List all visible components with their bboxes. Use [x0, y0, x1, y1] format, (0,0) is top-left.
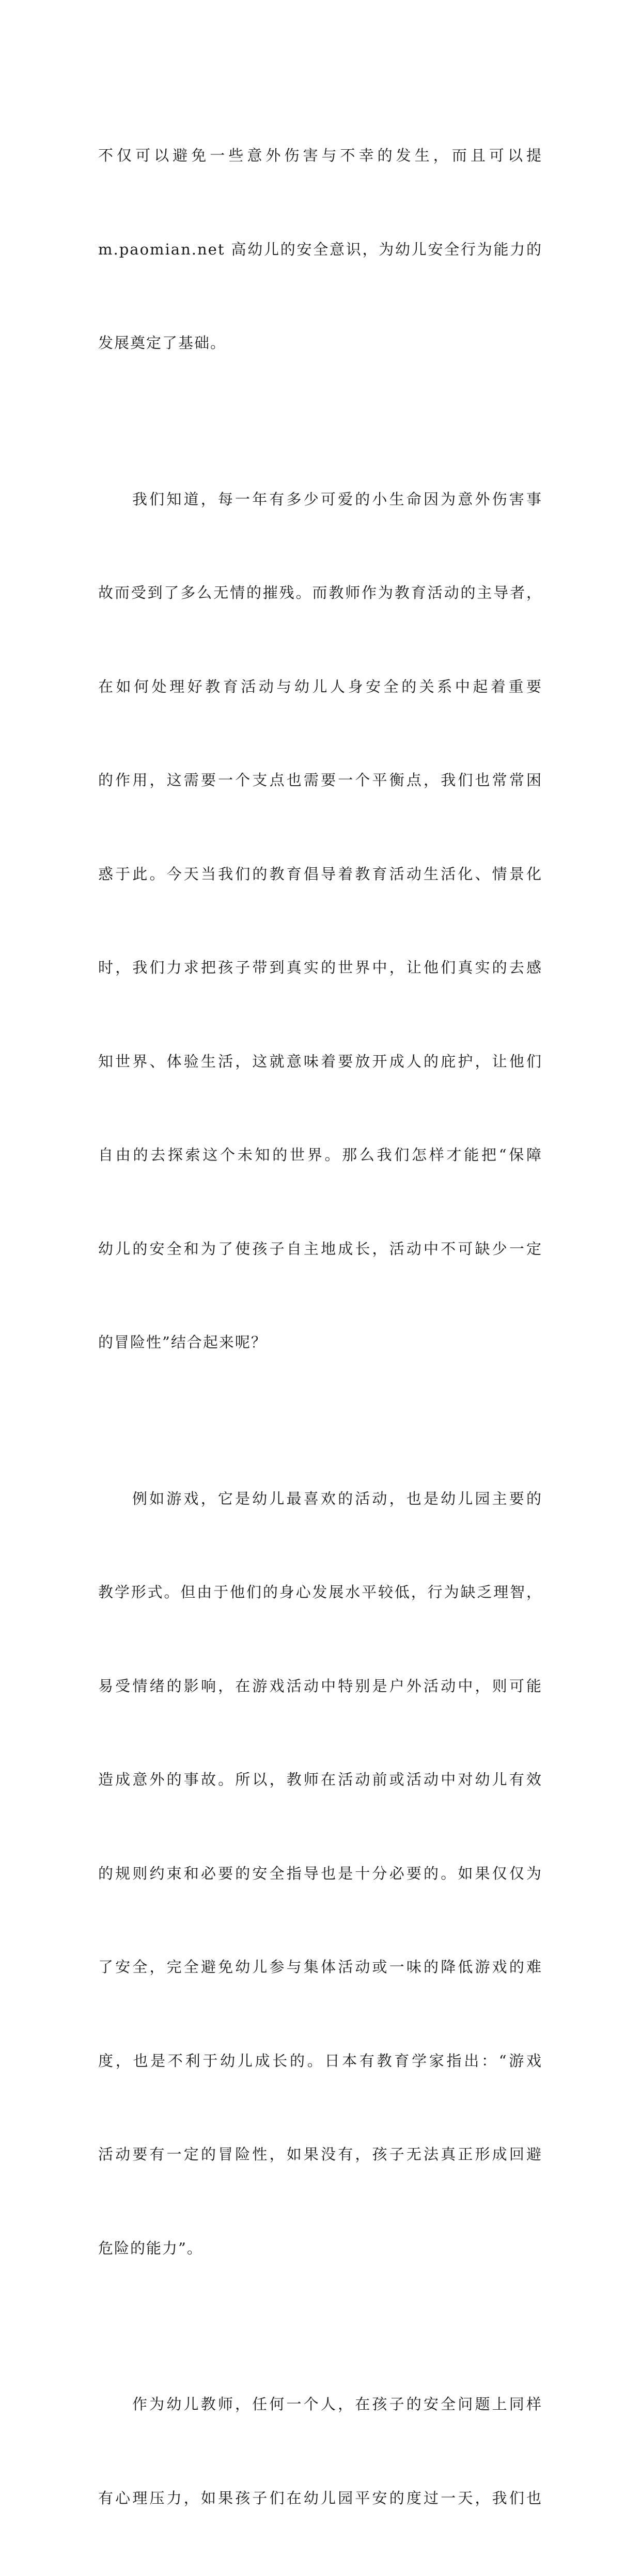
- text-line: 的作用，这需要一个支点也需要一个平衡点，我们也常常困: [98, 771, 542, 789]
- text-line: 时，我们力求把孩子带到真实的世界中，让他们真实的去感: [98, 959, 542, 976]
- text-line: 幼儿的安全和为了使孩子自主地成长，活动中不可缺少一定: [98, 1239, 542, 1258]
- paragraph-4: [98, 2326, 542, 2576]
- text-line: 在如何处理好教育活动与幼儿人身安全的关系中起着重要: [98, 677, 542, 695]
- text-line: 的规则约束和必要的安全指导也是十分必要的。如果仅仅为: [98, 1864, 542, 1882]
- text-line: m.paomian.net 高幼儿的安全意识，为幼儿安全行为能力的: [98, 240, 542, 258]
- text-line: 惑于此。今天当我们的教育倡导着教育活动生活化、情景化: [98, 865, 542, 883]
- text-line: 作为幼儿教师，任何一个人，在孩子的安全问题上同样: [132, 2395, 542, 2413]
- text-line: 活动要有一定的冒险性，如果没有，孩子无法真正形成回避: [98, 2145, 542, 2163]
- text-line: 例如游戏，它是幼儿最喜欢的活动，也是幼儿园主要的: [132, 1489, 542, 1507]
- paragraph-3: [98, 1421, 542, 2327]
- text-line: 不仅可以避免一些意外伤害与不幸的发生，而且可以提: [98, 147, 542, 164]
- text-line: 造成意外的事故。所以，教师在活动前或活动中对幼儿有效: [98, 1771, 542, 1788]
- text-line: 有心理压力，如果孩子们在幼儿园平安的度过一天，我们也: [98, 2489, 542, 2507]
- text-line: 易受情绪的影响，在游戏活动中特别是户外活动中，则可能: [98, 1677, 542, 1695]
- text-line: 教学形式。但由于他们的身心发展水平较低，行为缺乏理智，: [98, 1583, 542, 1601]
- text-line: 自由的去探索这个未知的世界。那么我们怎样才能把“保障: [98, 1146, 542, 1164]
- text-line: 我们知道，每一年有多少可爱的小生命因为意外伤害事: [132, 490, 542, 508]
- text-line: 故而受到了多么无情的摧残。而教师作为教育活动的主导者，: [98, 584, 542, 601]
- text-line: 发展奠定了基础。: [98, 334, 227, 352]
- paragraph-2: [98, 421, 542, 1421]
- text-line: 度，也是不利于幼儿成长的。日本有教育学家指出：“游戏: [98, 2052, 542, 2070]
- text-line: 的冒险性”结合起来呢？: [98, 1333, 267, 1351]
- text-line: 知世界、体验生活，这就意味着要放开成人的庇护，让他们: [98, 1052, 542, 1070]
- text-line: 危险的能力”。: [98, 2239, 203, 2257]
- paragraph-1: [98, 77, 542, 421]
- document-body: [98, 77, 542, 2576]
- text-line: 了安全，完全避免幼儿参与集体活动或一味的降低游戏的难: [98, 1958, 542, 1976]
